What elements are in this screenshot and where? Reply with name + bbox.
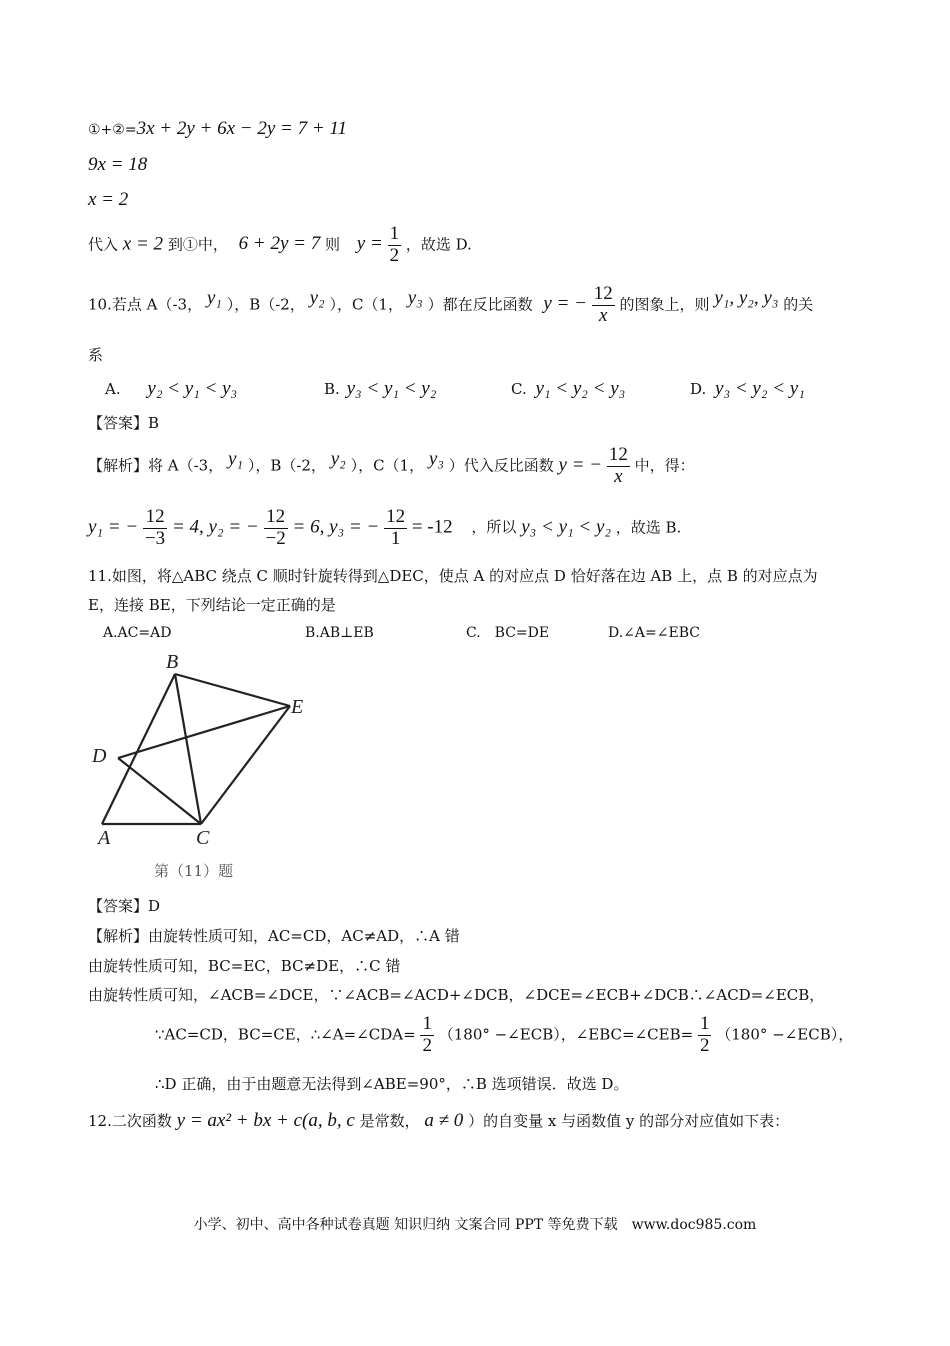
analysis-10: [88, 445, 695, 488]
option-expr: y₃ < y₂ < y₁: [715, 378, 805, 399]
text: ∵AC=CD，BC=CE，∴∠A=∠CDA=: [155, 1025, 416, 1044]
text: ），B（-2，: [247, 456, 326, 475]
text: ）都在反比函数: [427, 295, 533, 314]
segment-EC: [201, 706, 290, 824]
option-label: A.: [105, 380, 121, 398]
math-inequality: y₃ < y₁ < y₂: [521, 516, 611, 538]
option-expr: y₃ < y₁ < y₂: [346, 378, 437, 399]
label-B: B: [166, 651, 179, 673]
option-d: [690, 378, 805, 401]
analysis-11-line1: 【解析】由旋转性质可知，AC=CD，AC≠AD，∴A 错: [88, 927, 460, 945]
denominator: x: [599, 304, 608, 326]
equation-9x: 9x = 18: [88, 154, 148, 175]
denominator: x: [614, 465, 623, 487]
text: ），C（1，: [350, 456, 425, 475]
page-footer: 小学、初中、高中各种试卷真题 知识归纳 文案合同 PPT 等免费下载 www.doc985.com: [193, 1217, 757, 1233]
fraction: [143, 507, 167, 550]
question-11-line1: 11.如图，将△ABC 绕点 C 顺时针旋转得到△DEC，使点 A 的对应点 D 恰好落在边 AB 上，点 B 的对应点为: [88, 567, 818, 585]
text: 中，得：: [634, 456, 695, 475]
question-12: [88, 1110, 789, 1133]
math-y3: y₃: [407, 287, 423, 309]
label-D: D: [92, 745, 107, 767]
fraction: [384, 507, 407, 550]
text: （180° −∠ECB），: [716, 1025, 854, 1044]
triangle-diagram: [88, 648, 306, 886]
fraction-one-half: [698, 1014, 712, 1057]
text: ，所以: [471, 518, 517, 537]
text: ）的自变量 x 与函数值 y 的部分对应值如下表：: [468, 1112, 790, 1130]
analysis-11-line5: ∴D 正确，由于由题意无法得到∠ABE=90°，∴B 选项错误．故选 D。: [155, 1075, 629, 1093]
math-part: = 4, y₂ = −: [171, 516, 259, 538]
figure-lines: [102, 674, 290, 824]
text: ，故选 B.: [615, 518, 682, 537]
segment-DE: [118, 706, 290, 758]
question-10: [88, 284, 813, 327]
question-11-line2: E，连接 BE，下列结论一定正确的是: [88, 596, 336, 614]
segment-BE: [175, 674, 290, 706]
denominator: 2: [699, 1034, 710, 1056]
option-label: C.: [511, 380, 527, 398]
denominator: 2: [389, 244, 400, 266]
figure-caption: 第（11）题: [154, 862, 234, 880]
numerator: 12: [143, 507, 167, 529]
question-10-cont: 系: [88, 346, 104, 364]
numerator: 1: [389, 223, 400, 244]
calc-line: [88, 507, 681, 550]
math-equation: 6 + 2y = 7: [238, 233, 321, 255]
text: 的关: [783, 295, 814, 314]
option-expr: y₂ < y₁ < y₃: [147, 378, 238, 399]
math-y-list: y₁, y₂, y₃: [714, 287, 779, 309]
option-b: [324, 378, 436, 401]
math-a-nonzero: a ≠ 0: [424, 1110, 464, 1131]
fraction-12-over-x: [592, 284, 615, 327]
label-A: A: [98, 827, 111, 849]
math-y-equals: y = −: [543, 293, 587, 315]
label-E: E: [291, 696, 304, 718]
option-11-c: C. BC=DE: [466, 625, 550, 641]
analysis-11-line3: 由旋转性质可知，∠ACB=∠DCE，∵∠ACB=∠ACD+∠DCB，∠DCE=∠ECB+∠DCB∴∠ACD=∠ECB，: [88, 986, 825, 1004]
text: 则: [325, 235, 341, 254]
equation-sum: 3x + 2y + 6x − 2y = 7 + 11: [136, 118, 347, 139]
analysis-11-line4: [155, 1014, 853, 1057]
option-11-b: B.AB⊥EB: [305, 625, 374, 641]
text: 【解析】将 A（-3，: [88, 456, 224, 475]
text: 12.二次函数: [88, 1112, 172, 1130]
label-C: C: [196, 827, 210, 849]
text: 到①中，: [167, 235, 228, 254]
numerator: 12: [264, 507, 288, 529]
segment-AB: [102, 674, 175, 824]
math-y3: y₃: [428, 448, 444, 470]
text: 是常数，: [359, 1112, 420, 1130]
math-x-equals: x = 2: [122, 233, 164, 255]
math-quadratic: y = ax² + bx + c(a, b, c: [176, 1110, 355, 1131]
geometry-figure: [88, 648, 306, 886]
option-11-d: D.∠A=∠EBC: [608, 625, 700, 641]
equation-prefix: ①+②=: [88, 122, 137, 138]
fraction-one-half: [420, 1014, 434, 1057]
numerator: 1: [422, 1013, 432, 1034]
math-part: = 6, y₃ = −: [292, 516, 380, 538]
denominator: −2: [265, 527, 286, 549]
answer-10: 【答案】B: [88, 414, 160, 432]
fraction-one-half: [388, 224, 402, 267]
option-a: [105, 378, 237, 401]
math-part: y₁ = −: [88, 516, 139, 538]
equation-sum-line: [88, 118, 347, 141]
math-y-equals: y =: [356, 233, 383, 255]
text: ），C（1，: [329, 295, 403, 314]
denominator: −3: [144, 527, 166, 549]
numerator: 12: [593, 283, 613, 304]
option-label: B.: [324, 380, 340, 398]
option-expr: y₁ < y₂ < y₃: [535, 378, 626, 399]
text: （180° −∠ECB），∠EBC=∠CEB=: [438, 1025, 694, 1044]
text: 10.若点 A（-3，: [88, 295, 203, 314]
math-y2: y₂: [330, 448, 346, 470]
math-y1: y₁: [206, 287, 222, 309]
denominator: 1: [390, 527, 401, 549]
numerator: 12: [608, 444, 628, 465]
math-y-equals: y = −: [558, 454, 603, 476]
fraction-12-over-x: [607, 445, 630, 488]
numerator: 1: [699, 1013, 710, 1034]
denominator: 2: [422, 1034, 432, 1056]
analysis-11-line2: 由旋转性质可知，BC=EC，BC≠DE，∴C 错: [88, 957, 401, 975]
option-11-a: A.AC=AD: [103, 625, 172, 641]
numerator: 12: [386, 506, 406, 527]
substitution-line: [88, 224, 472, 267]
text: ，故选 D.: [405, 235, 472, 254]
segment-BC: [175, 674, 201, 824]
option-c: [511, 378, 625, 401]
text: 的图象上，则: [619, 295, 710, 314]
math-y2: y₂: [309, 287, 325, 309]
text: 代入: [88, 235, 119, 254]
option-label: D.: [690, 380, 707, 398]
fraction: [264, 507, 288, 550]
text: ）代入反比函数: [448, 456, 554, 475]
answer-11: 【答案】D: [88, 897, 161, 915]
math-y1: y₁: [228, 448, 244, 470]
text: ），B（-2，: [226, 295, 305, 314]
math-part: = -12: [411, 516, 453, 538]
equation-x-value: x = 2: [88, 189, 129, 210]
segment-DC: [118, 758, 201, 824]
